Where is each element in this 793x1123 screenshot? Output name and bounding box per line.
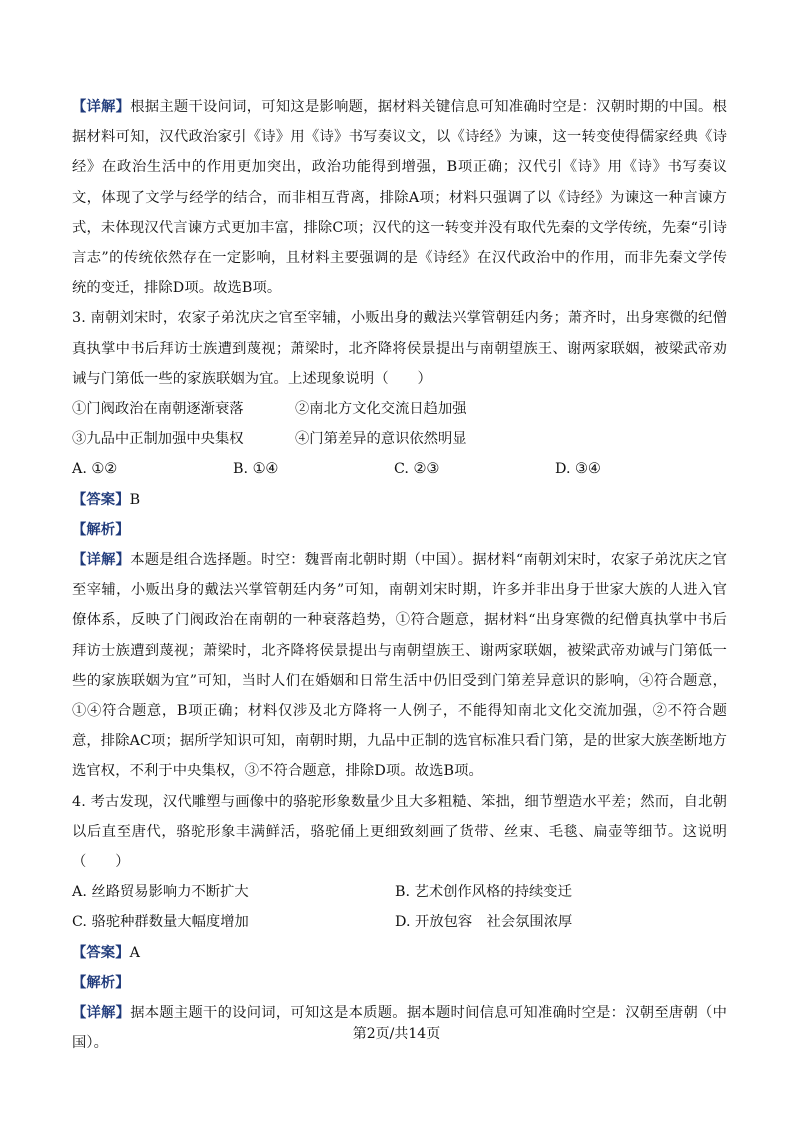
q3-statement-3: ③九品中正制加强中央集权 xyxy=(72,431,244,448)
detail-tag: 【详解】 xyxy=(72,552,131,569)
q3-analysis-heading xyxy=(72,515,727,545)
q3-options xyxy=(72,454,727,484)
q3-answer xyxy=(72,485,727,515)
q2-detail-paragraph xyxy=(72,92,727,303)
answer-tag: 【答案】 xyxy=(72,944,130,961)
q3-statement-1: ①门阀政治在南朝逐渐衰落 xyxy=(72,401,244,418)
q4-option-b: B. 艺术创作风格的持续变迁 xyxy=(395,884,572,901)
q4-answer xyxy=(72,938,727,968)
analysis-tag: 【解析】 xyxy=(72,521,130,538)
q3-detail-paragraph xyxy=(72,545,727,787)
q2-detail-text: 根据主题干设问词，可知这是影响题，据材料关键信息可知准确时空是：汉朝时期的中国。根据材料可知，汉代政治家引《诗》用《诗》书写奏议文，以《诗经》为谏，这一转变使得儒家经典《诗经》在政治生活中的作用更加突出，政治功能得到增强，B项正确；汉代引《诗》用《诗》书写奏议文，体现了文学与经学的结合，而非相互背离，排除A项；材料只强调了以《诗经》为谏这一种言谏方式，未体现汉代言谏方式更加丰富，排除C项；汉代的这一转变并没有取代先秦的文学传统，先秦“引诗言志”的传统依然存在一定影响，且材料主要强调的是《诗经》在汉代政治中的作用，而非先秦文学传统的变迁，排除D项。故选B项。 xyxy=(72,99,727,297)
q4-option-a: A. 丝路贸易影响力不断扩大 xyxy=(72,884,249,901)
q4-option-c: C. 骆驼种群数量大幅度增加 xyxy=(72,914,249,931)
document-page xyxy=(72,92,727,1059)
q3-option-d: D. ③④ xyxy=(555,461,601,478)
q3-option-a: A. ①② xyxy=(72,461,118,478)
q3-statements-row-1 xyxy=(72,394,727,424)
q4-options-row-2 xyxy=(72,907,727,937)
answer-tag: 【答案】 xyxy=(72,491,130,508)
detail-tag: 【详解】 xyxy=(72,1005,131,1022)
q3-stem: 3. 南朝刘宋时，农家子弟沈庆之官至宰辅，小贩出身的戴法兴掌管朝廷内务；萧齐时，出身寒微的纪僧真执掌中书后拜访士族遭到蔑视；萧梁时，北齐降将侯景提出与南朝望族王、谢两家联姻，被梁武帝劝诫与门第低一些的家族联姻为宜。上述现象说明（ ） xyxy=(72,310,727,387)
analysis-tag: 【解析】 xyxy=(72,974,130,991)
q3-statement-4: ④门第差异的意识依然明显 xyxy=(295,431,467,448)
q3-answer-value: B xyxy=(129,491,141,508)
q4-option-d: D. 开放包容 社会氛围浓厚 xyxy=(395,914,573,931)
q3-statement-2: ②南北方文化交流日趋加强 xyxy=(295,401,467,418)
q4-options-row-1 xyxy=(72,877,727,907)
page-footer: 第2页/共14页 xyxy=(352,1026,441,1042)
q4-answer-value: A xyxy=(129,944,141,961)
q3-option-c: C. ②③ xyxy=(394,461,440,478)
q4-analysis-heading xyxy=(72,968,727,998)
q3-detail-text: 本题是组合选择题。时空：魏晋南北朝时期（中国）。据材料“南朝刘宋时，农家子弟沈庆之官至宰辅，小贩出身的戴法兴掌管朝廷内务”可知，南朝刘宋时期，许多并非出身于世家大族的人进入官僚体系，反映了门阀政治在南朝的一种衰落趋势，①符合题意，据材料“出身寒微的纪僧真执掌中书后拜访士族遭到蔑视；萧梁时，北齐降将侯景提出与南朝望族王、谢两家联姻，被梁武帝劝诫与门第低一些的家族联姻为宜”可知，当时人们在婚姻和日常生活中仍旧受到门第差异意识的影响，④符合题意，①④符合题意，B项正确；材料仅涉及北方降将一人例子，不能得知南北文化交流加强，②不符合题意，排除AC项；据所学知识可知，南朝时期，九品中正制的选官标准只看门第，是的世家大族垄断地方选官权，不利于中央集权，③不符合题意，排除D项。故选B项。 xyxy=(72,552,727,780)
detail-tag: 【详解】 xyxy=(72,99,131,115)
q4-stem: 4. 考古发现，汉代雕塑与画像中的骆驼形象数量少且大多粗糙、笨拙，细节塑造水平差；然而，自北朝以后直至唐代，骆驼形象丰满鲜活，骆驼俑上更细致刻画了货带、丝束、毛毯、扁壶等细节。这说明（ ） xyxy=(72,793,727,871)
q4-detail-text: 据本题主题干的设问词，可知这是本质题。据本题时间信息可知准确时空是：汉朝至唐朝（中国）。 xyxy=(72,1005,727,1052)
q3-statements-row-2 xyxy=(72,424,727,454)
q3-option-b: B. ①④ xyxy=(233,461,279,478)
